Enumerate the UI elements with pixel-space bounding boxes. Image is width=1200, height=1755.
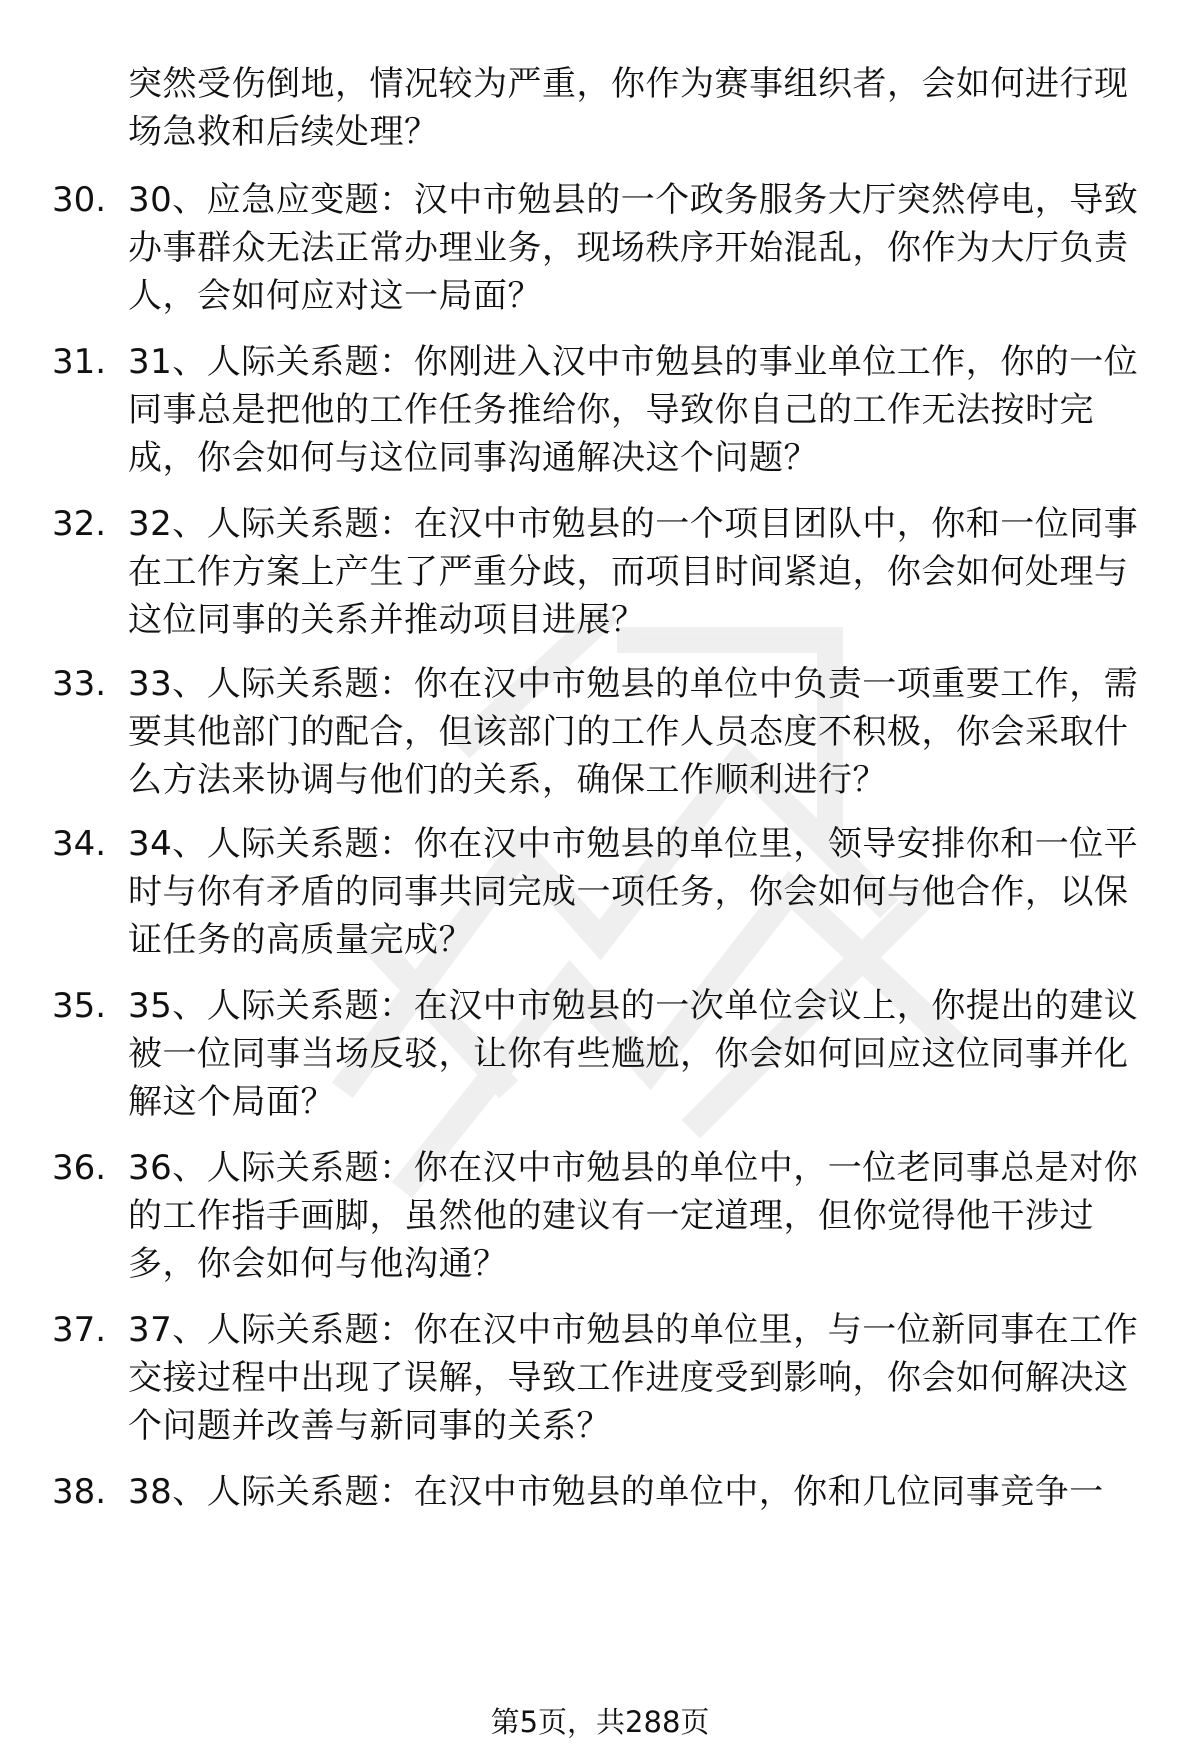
question-number: 37. bbox=[52, 1310, 107, 1350]
continued-question-text: 突然受伤倒地，情况较为严重，你作为赛事组织者，会如何进行现场急救和后续处理？ bbox=[128, 64, 1129, 152]
question-number: 35. bbox=[52, 986, 107, 1026]
question-text: 34、人际关系题：你在汉中市勉县的单位里，领导安排你和一位平时与你有矛盾的同事共同完成一项任务，你会如何与他合作，以保证任务的高质量完成？ bbox=[128, 824, 1139, 960]
question-text: 38、人际关系题：在汉中市勉县的单位中，你和几位同事竞争一 bbox=[128, 1472, 1104, 1512]
question-text: 35、人际关系题：在汉中市勉县的一次单位会议上，你提出的建议被一位同事当场反驳，让你有些尴尬，你会如何回应这位同事并化解这个局面？ bbox=[128, 986, 1139, 1122]
question-number: 36. bbox=[52, 1148, 107, 1188]
question-number: 38. bbox=[52, 1472, 107, 1512]
question-number: 33. bbox=[52, 664, 107, 704]
question-text: 33、人际关系题：你在汉中市勉县的单位中负责一项重要工作，需要其他部门的配合，但该部门的工作人员态度不积极，你会采取什么方法来协调与他们的关系，确保工作顺利进行？ bbox=[128, 664, 1139, 800]
page-footer: 第5页，共288页 bbox=[490, 1705, 710, 1739]
question-text: 36、人际关系题：你在汉中市勉县的单位中，一位老同事总是对你的工作指手画脚，虽然他的建议有一定道理，但你觉得他干涉过多，你会如何与他沟通？ bbox=[128, 1148, 1139, 1284]
question-number: 32. bbox=[52, 504, 107, 544]
question-number: 31. bbox=[52, 342, 107, 382]
question-text: 31、人际关系题：你刚进入汉中市勉县的事业单位工作，你的一位同事总是把他的工作任务推给你，导致你自己的工作无法按时完成，你会如何与这位同事沟通解决这个问题？ bbox=[128, 342, 1139, 478]
question-number: 30. bbox=[52, 180, 107, 220]
question-text: 30、应急应变题：汉中市勉县的一个政务服务大厅突然停电，导致办事群众无法正常办理业务，现场秩序开始混乱，你作为大厅负责人，会如何应对这一局面？ bbox=[128, 180, 1139, 316]
question-text: 37、人际关系题：你在汉中市勉县的单位里，与一位新同事在工作交接过程中出现了误解，导致工作进度受到影响，你会如何解决这个问题并改善与新同事的关系？ bbox=[128, 1310, 1139, 1446]
question-number: 34. bbox=[52, 824, 107, 864]
question-text: 32、人际关系题：在汉中市勉县的一个项目团队中，你和一位同事在工作方案上产生了严重分歧，而项目时间紧迫，你会如何处理与这位同事的关系并推动项目进展？ bbox=[128, 504, 1139, 640]
